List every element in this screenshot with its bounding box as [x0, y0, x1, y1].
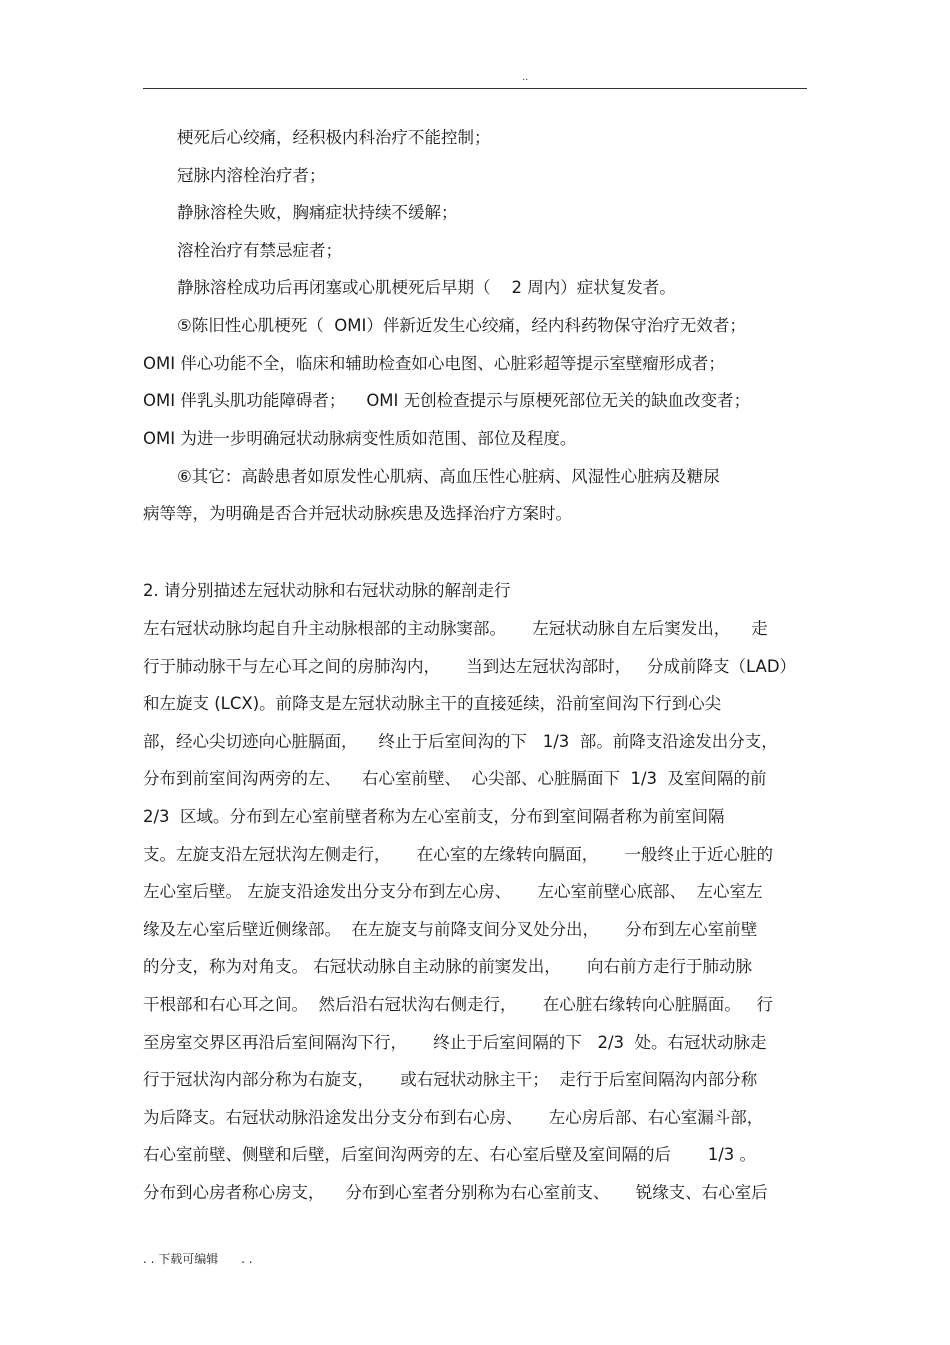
text-line: OMI 伴乳头肌功能障碍者； OMI 无创检查提示与原梗死部位无关的缺血改变者；	[143, 391, 751, 410]
text-line: 分布到心房者称心房支， 分布到心室者分别称为右心室前支、 锐缘支、右心室后	[143, 1183, 768, 1202]
text-line: 的分支，称为对角支。 右冠状动脉自主动脉的前窦发出， 向右前方走行于肺动脉	[143, 957, 752, 976]
text-line: ⑥其它：高龄患者如原发性心肌病、高血压性心脏病、风湿性心脏病及糖尿	[177, 467, 720, 486]
text-line: 行于冠状沟内部分称为右旋支， 或右冠状动脉主干； 走行于后室间隔沟内部分称	[143, 1070, 758, 1089]
text-line: 和左旋支 (LCX)。前降支是左冠状动脉主干的直接延续，沿前室间沟下行到心尖	[143, 694, 722, 713]
text-line: 2. 请分别描述左冠状动脉和右冠状动脉的解剖走行	[143, 581, 511, 600]
text-line: 溶栓治疗有禁忌症者；	[177, 241, 342, 260]
text-line: 左右冠状动脉均起自升主动脉根部的主动脉窦部。 左冠状动脉自左后窦发出， 走	[143, 619, 768, 638]
header-mark: ..	[522, 72, 529, 83]
text-line: 缘及左心室后壁近侧缘部。 在左旋支与前降支间分叉处分出， 分布到左心室前壁	[143, 920, 758, 939]
text-line: 部，经心尖切迹向心脏膈面， 终止于后室间沟的下 1/3 部。前降支沿途发出分支，	[143, 732, 778, 751]
text-line: OMI 伴心功能不全，临床和辅助检查如心电图、心脏彩超等提示室壁瘤形成者；	[143, 354, 725, 373]
text-line: 右心室前壁、侧壁和后壁，后室间沟两旁的左、右心室后壁及室间隔的后 1/3 。	[143, 1145, 757, 1164]
page-footer: . . 下载可编辑 . .	[143, 1252, 253, 1266]
header-divider	[143, 88, 807, 89]
text-line: 2/3 区域。分布到左心室前壁者称为左心室前支，分布到室间隔者称为前室间隔	[143, 807, 725, 826]
text-line: 分布到前室间沟两旁的左、 右心室前壁、 心尖部、心脏膈面下 1/3 及室间隔的前	[143, 769, 767, 788]
text-line: 冠脉内溶栓治疗者；	[177, 166, 326, 185]
text-line: 病等等，为明确是否合并冠状动脉疾患及选择治疗方案时。	[143, 504, 572, 523]
text-line: 至房室交界区再沿后室间隔沟下行， 终止于后室间隔的下 2/3 处。右冠状动脉走	[143, 1033, 767, 1052]
text-line: 梗死后心绞痛，经积极内科治疗不能控制；	[177, 128, 491, 147]
text-line: 干根部和右心耳之间。 然后沿右冠状沟右侧走行， 在心脏右缘转向心脏膈面。 行	[143, 995, 773, 1014]
text-line: 静脉溶栓失败，胸痛症状持续不缓解；	[177, 203, 458, 222]
text-line: 支。左旋支沿左冠状沟左侧走行， 在心室的左缘转向膈面， 一般终止于近心脏的	[143, 845, 773, 864]
text-line: 左心室后壁。 左旋支沿途发出分支分布到左心房、 左心室前壁心底部、 左心室左	[143, 882, 763, 901]
text-line: 行于肺动脉干与左心耳之间的房肺沟内， 当到达左冠状沟部时， 分成前降支（LAD）	[143, 657, 797, 676]
text-line: 静脉溶栓成功后再闭塞或心肌梗死后早期（ 2 周内）症状复发者。	[177, 278, 676, 297]
text-line: OMI 为进一步明确冠状动脉病变性质如范围、部位及程度。	[143, 429, 577, 448]
text-line: 为后降支。右冠状动脉沿途发出分支分布到右心房、 左心房后部、右心室漏斗部，	[143, 1108, 764, 1127]
text-line: ⑤陈旧性心肌梗死（ OMI）伴新近发生心绞痛，经内科药物保守治疗无效者；	[177, 316, 746, 335]
